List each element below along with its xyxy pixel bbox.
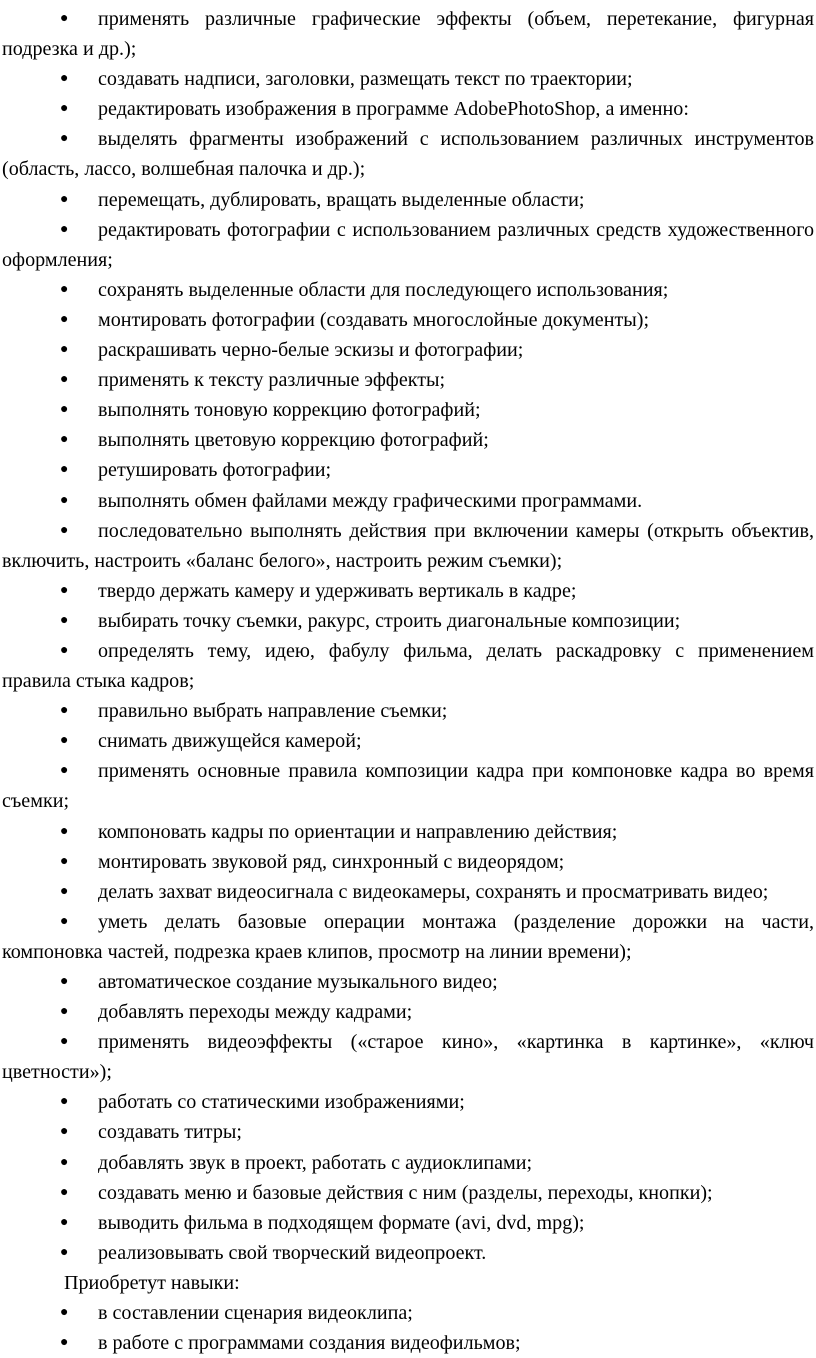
list-item (2, 486, 814, 516)
bullet-icon: ● (60, 71, 69, 87)
bullet-icon: ● (60, 883, 69, 899)
list-item (2, 395, 814, 425)
skills-heading: Приобретут навыки: (64, 1271, 240, 1294)
bullet-icon: ● (60, 642, 69, 658)
list-item-text: твердо держать камеру и удерживать вертикаль в кадре; (98, 579, 577, 602)
list-item (2, 847, 814, 877)
list-item-text: правильно выбрать направление съемки; (98, 700, 448, 723)
list-item-text: последовательно выполнять действия при включении камеры (открыть объектив, включить, настроить «баланс белого», настроить режим съемки); (2, 519, 814, 572)
list-item (2, 305, 814, 335)
bullet-icon: ● (60, 913, 69, 929)
list-item (2, 756, 814, 816)
list-item (2, 636, 814, 696)
list-item-text: применять основные правила композиции кадра при компоновке кадра во время съемки; (2, 760, 814, 813)
skills-list (2, 4, 814, 1268)
list-item-text: применять к тексту различные эффекты; (98, 369, 446, 392)
list-item (2, 4, 814, 64)
bullet-icon: ● (60, 191, 69, 207)
list-item (2, 365, 814, 395)
list-item-text: создавать надписи, заголовки, размещать текст по траектории; (98, 68, 633, 91)
list-item-text: применять различные графические эффекты (объем, перетекание, фигурная подрезка и др.); (2, 8, 814, 61)
list-item (2, 1148, 814, 1178)
list-item-text: делать захват видеосигнала с видеокамеры, сохранять и просматривать видео; (98, 880, 769, 903)
bullet-icon: ● (60, 763, 69, 779)
list-item-text: добавлять звук в проект, работать с аудиоклипами; (98, 1151, 533, 1174)
bullet-icon: ● (60, 1214, 69, 1230)
bullet-icon: ● (60, 1154, 69, 1170)
list-item-text: добавлять переходы между кадрами; (98, 1001, 413, 1024)
bullet-icon: ● (60, 1305, 69, 1321)
bullet-icon: ● (60, 823, 69, 839)
list-item (2, 1178, 814, 1208)
bullet-icon: ● (60, 1034, 69, 1050)
list-item (2, 335, 814, 365)
list-item (2, 817, 814, 847)
bullet-icon: ● (60, 462, 69, 478)
list-item (2, 576, 814, 606)
list-item (2, 696, 814, 726)
bullet-icon: ● (60, 1094, 69, 1110)
bullet-icon: ● (60, 853, 69, 869)
bullet-icon: ● (60, 703, 69, 719)
list-item-text: реализовывать свой творческий видеопроект. (98, 1241, 487, 1264)
list-item (2, 64, 814, 94)
list-item (2, 1238, 814, 1268)
list-item-text: монтировать фотографии (создавать многослойные документы); (98, 308, 650, 331)
list-item (2, 215, 814, 275)
list-item-text: автоматическое создание музыкального видео; (98, 971, 498, 993)
list-item (2, 1087, 814, 1117)
list-item-text: сохранять выделенные области для последующего использования; (98, 278, 669, 301)
list-item (2, 455, 814, 485)
list-item-text: монтировать звуковой ряд, синхронный с видеорядом; (98, 850, 565, 873)
bullet-icon: ● (60, 402, 69, 418)
bullet-icon: ● (60, 101, 69, 117)
bullet-icon: ● (60, 1244, 69, 1260)
list-item-text: в работе с программами создания видеофильмов; (98, 1332, 521, 1355)
list-item (2, 124, 814, 184)
bullet-icon: ● (60, 492, 69, 508)
list-item (2, 1027, 814, 1087)
list-item-text: раскрашивать черно-белые эскизы и фотографии; (98, 339, 524, 362)
bullet-icon: ● (60, 974, 69, 989)
list-item (2, 877, 814, 907)
list-item-text: применять видеоэффекты («старое кино», «картинка в картинке», «ключ цветности»); (2, 1031, 814, 1084)
list-item (2, 726, 814, 756)
list-item-text: редактировать фотографии с использованием различных средств художественного оформления; (2, 218, 814, 271)
list-item-text: в составлении сценария видеоклипа; (98, 1302, 413, 1325)
list-item-text: выделять фрагменты изображений с использованием различных инструментов (область, лассо, волшебная палочка и др.); (2, 128, 814, 181)
list-item (2, 1298, 814, 1328)
list-item-text: компоновать кадры по ориентации и направлению действия; (98, 820, 618, 843)
list-item-text: перемещать, дублировать, вращать выделенные области; (98, 188, 585, 211)
list-item (2, 1328, 814, 1358)
list-item-text: выполнять тоновую коррекцию фотографий; (98, 399, 481, 422)
bullet-icon: ● (60, 311, 69, 327)
list-item (2, 185, 814, 215)
list-item (2, 516, 814, 576)
bullet-icon: ● (60, 432, 69, 448)
list-item-text: создавать меню и базовые действия с ним (разделы, переходы, кнопки); (98, 1181, 713, 1204)
bullet-icon: ● (60, 11, 69, 26)
bullet-icon: ● (60, 582, 69, 598)
list-item-text: работать со статическими изображениями; (98, 1091, 465, 1114)
list-item (2, 94, 814, 124)
list-item-text: создавать титры; (98, 1121, 242, 1144)
list-item-text: выводить фильма в подходящем формате (avi, dvd, mpg); (98, 1211, 585, 1234)
bullet-icon: ● (60, 221, 69, 237)
list-item (2, 997, 814, 1027)
bullet-icon: ● (60, 372, 69, 388)
list-item (2, 967, 814, 997)
acquired-skills-list (2, 1298, 814, 1358)
list-item-text: выполнять цветовую коррекцию фотографий; (98, 429, 489, 452)
list-item (2, 1208, 814, 1238)
list-item (2, 1117, 814, 1147)
bullet-icon: ● (60, 612, 69, 628)
list-item-text: снимать движущейся камерой; (98, 730, 362, 753)
list-item-text: редактировать изображения в программе AdobePhotoShop, а именно: (98, 98, 689, 121)
bullet-icon: ● (60, 342, 69, 358)
list-item (2, 425, 814, 455)
bullet-icon: ● (60, 1124, 69, 1140)
list-item-text: ретушировать фотографии; (98, 459, 332, 482)
bullet-icon: ● (60, 522, 69, 538)
list-item-text: уметь делать базовые операции монтажа (разделение дорожки на части, компоновка частей, подрезка краев клипов, просмотр на линии времени); (2, 910, 814, 963)
list-item (2, 907, 814, 967)
list-item-text: выполнять обмен файлами между графическими программами. (98, 489, 643, 512)
bullet-icon: ● (60, 281, 69, 297)
bullet-icon: ● (60, 1335, 69, 1351)
list-item (2, 275, 814, 305)
bullet-icon: ● (60, 733, 69, 749)
list-item (2, 606, 814, 636)
bullet-icon: ● (60, 131, 69, 147)
list-item-text: выбирать точку съемки, ракурс, строить диагональные композиции; (98, 609, 681, 632)
bullet-icon: ● (60, 1184, 69, 1200)
list-item-text: определять тему, идею, фабулу фильма, делать раскадровку с применением правила стыка кадров; (2, 639, 814, 693)
bullet-icon: ● (60, 1004, 69, 1020)
